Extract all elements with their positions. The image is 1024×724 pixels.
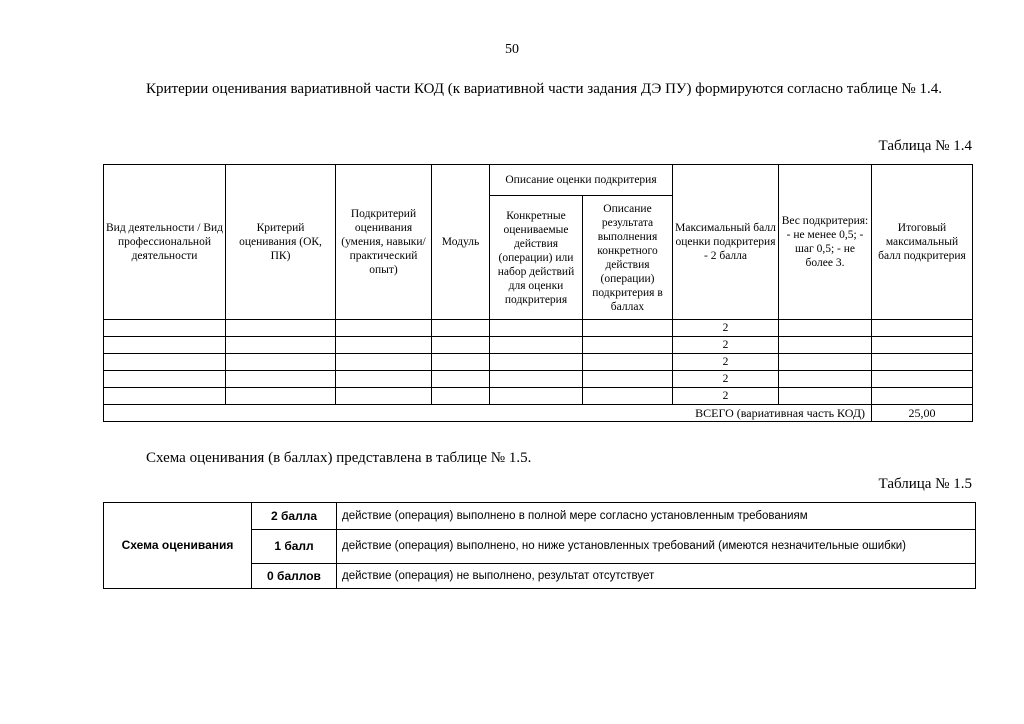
total-value: 25,00 bbox=[872, 405, 973, 422]
row-max-score: 2 bbox=[673, 388, 779, 405]
row-max-score: 2 bbox=[673, 320, 779, 337]
header-result-description: Описание результата выполнения конкретного действия (операции) подкритерия в баллах bbox=[583, 196, 673, 320]
table-row bbox=[104, 320, 973, 337]
table-row bbox=[104, 388, 973, 405]
header-assessment-group: Описание оценки подкритерия bbox=[490, 165, 673, 196]
row-max-score: 2 bbox=[673, 354, 779, 371]
page-number: 50 bbox=[505, 42, 519, 57]
score-description: действие (операция) выполнено, но ниже установленных требований (имеются незначительные ошибки) bbox=[337, 530, 976, 564]
score-description: действие (операция) выполнено в полной мере согласно установленным требованиям bbox=[337, 503, 976, 530]
header-weight: Вес подкритерия: - не менее 0,5; - шаг 0,5; - не более 3. bbox=[779, 165, 872, 320]
header-subcriterion: Подкритерий оценивания (умения, навыки/ практический опыт) bbox=[336, 165, 432, 320]
score-cell: 0 баллов bbox=[252, 564, 337, 589]
header-criterion: Критерий оценивания (ОК, ПК) bbox=[226, 165, 336, 320]
total-row bbox=[104, 405, 973, 422]
criteria-table bbox=[103, 164, 973, 422]
score-cell: 2 балла bbox=[252, 503, 337, 530]
score-description: действие (операция) не выполнено, результат отсутствует bbox=[337, 564, 976, 589]
table-1-4-caption: Таблица № 1.4 bbox=[878, 138, 972, 154]
table-1-5-caption: Таблица № 1.5 bbox=[878, 476, 972, 492]
table-row bbox=[104, 354, 973, 371]
header-final-score: Итоговый максимальный балл подкритерия bbox=[872, 165, 973, 320]
table-row bbox=[104, 337, 973, 354]
scheme-label: Схема оценивания bbox=[104, 503, 252, 589]
intro-paragraph: Критерии оценивания вариативной части КОД (к вариативной части задания ДЭ ПУ) формируются согласно таблице № 1.4. bbox=[146, 81, 942, 97]
table-row bbox=[104, 371, 973, 388]
total-label: ВСЕГО (вариативная часть КОД) bbox=[104, 405, 872, 422]
header-max-score: Максимальный балл оценки подкритерия - 2 балла bbox=[673, 165, 779, 320]
row-max-score: 2 bbox=[673, 371, 779, 388]
score-cell: 1 балл bbox=[252, 530, 337, 564]
scoring-scheme-table bbox=[103, 502, 976, 589]
header-module: Модуль bbox=[432, 165, 490, 320]
scheme-paragraph: Схема оценивания (в баллах) представлена в таблице № 1.5. bbox=[146, 450, 532, 466]
row-max-score: 2 bbox=[673, 337, 779, 354]
header-specific-actions: Конкретные оцениваемые действия (операции) или набор действий для оценки подкритерия bbox=[490, 196, 583, 320]
header-activity: Вид деятельности / Вид профессиональной деятельности bbox=[104, 165, 226, 320]
